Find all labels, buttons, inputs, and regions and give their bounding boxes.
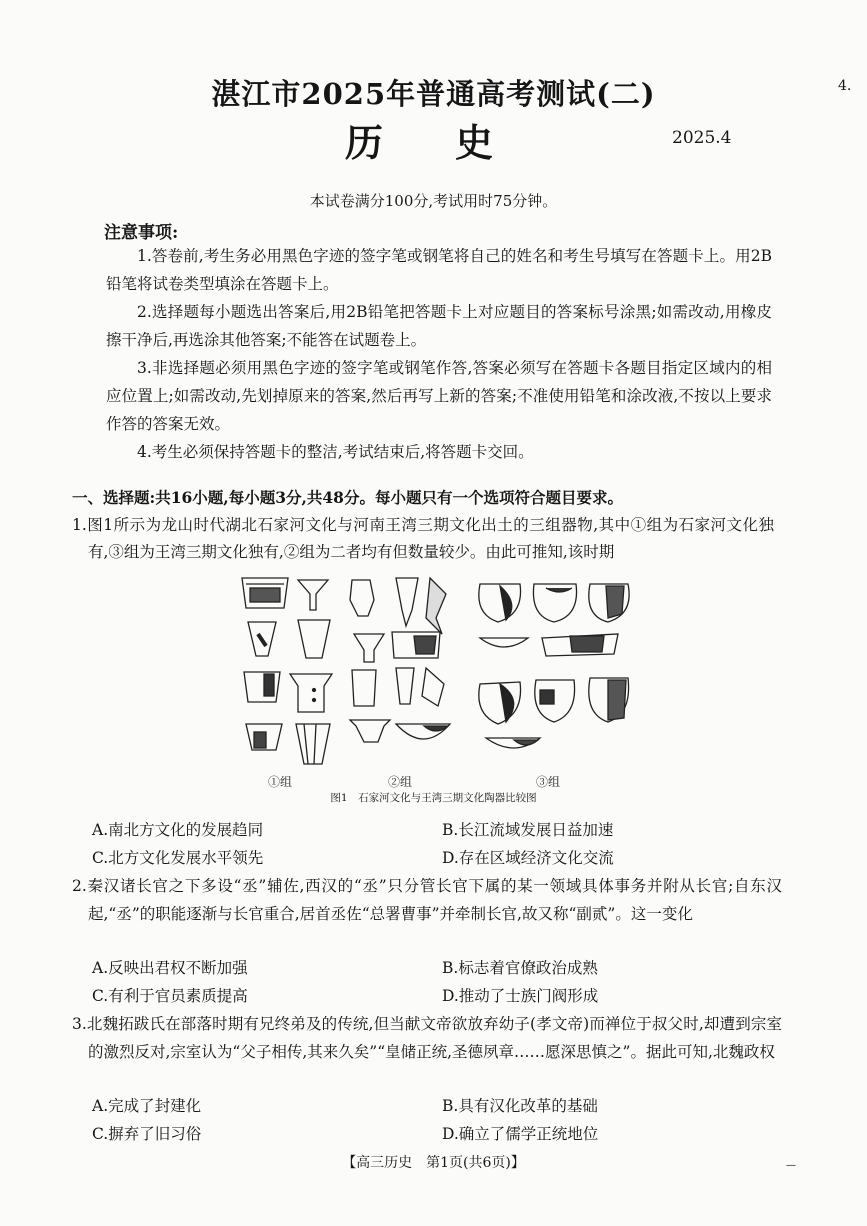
group-3-vessels — [479, 584, 629, 748]
question-3-options — [92, 1092, 792, 1148]
question-2-options — [92, 954, 792, 1010]
notice-item: 2.选择题每小题选出答案后,用2B铅笔把答题卡上对应题目的答案标号涂黑;如需改动,用橡皮擦干净后,再选涂其他答案;不能答在试题卷上。 — [106, 303, 772, 349]
notice-list — [106, 242, 772, 466]
question-stem: 2.秦汉诸长官之下多设“丞”辅佐,西汉的“丞”只分管长官下属的某一领域具体事务并附从长官;自东汉起,“丞”的职能逐渐与长官重合,居首丞佐“总署曹事”并牵制长官,故又称“副贰”。这一变化 — [72, 877, 782, 923]
question-stem: 1.图1所示为龙山时代湖北石家河文化与河南王湾三期文化出土的三组器物,其中①组为石家河文化独有,③组为王湾三期文化独有,②组为二者均有但数量较少。由此可推知,该时期 — [72, 516, 774, 561]
question-1 — [72, 512, 774, 566]
option-b[interactable]: B.具有汉化改革的基础 — [442, 1097, 598, 1115]
group-1-vessels — [242, 578, 332, 764]
option-a[interactable]: A.南北方文化的发展趋同 — [92, 821, 264, 839]
notice-item: 3.非选择题必须用黑色字迹的签字笔或钢笔作答,答案必须写在答题卡各题目指定区域内的相应位置上;如需改动,先划掉原来的答案,然后再写上新的答案;不准使用铅笔和涂改液,不按以上要求作答的答案无效。 — [106, 359, 772, 433]
option-a[interactable]: A.完成了封建化 — [92, 1097, 202, 1115]
page-footer: 【高三历史 第1页(共6页)】 — [342, 1155, 525, 1171]
notice-item: 4.考生必须保持答题卡的整洁,考试结束后,将答题卡交回。 — [137, 443, 534, 461]
figure-group-labels — [268, 775, 560, 789]
question-stem: 3.北魏拓跋氏在部落时期有兄终弟及的传统,但当献文帝欲放弃幼子(孝文帝)而禅位于叔父时,却遭到宗室的激烈反对,宗室认为“父子相传,其来久矣”“皇储正统,圣德夙章……愿深思慎之”。据此可知,北魏政权 — [72, 1015, 782, 1061]
option-d[interactable]: D.确立了儒学正统地位 — [442, 1125, 599, 1143]
question-3 — [72, 1010, 782, 1066]
footer-mark: — — [786, 1160, 796, 1171]
group-2-vessels — [350, 578, 450, 742]
option-c[interactable]: C.有利于官员素质提高 — [92, 987, 248, 1005]
option-c[interactable]: C.摒弃了旧习俗 — [92, 1125, 202, 1143]
exam-title: 湛江市2025年普通高考测试(二) — [211, 77, 656, 111]
notice-title: 注意事项: — [104, 223, 179, 243]
exam-date: 2025.4 — [672, 128, 732, 148]
question-1-options — [92, 816, 792, 872]
corner-mark: 4. — [838, 78, 852, 94]
group-label: ①组 — [268, 775, 293, 789]
option-d[interactable]: D.推动了士族门阀形成 — [442, 987, 599, 1005]
option-b[interactable]: B.标志着官僚政治成熟 — [442, 959, 598, 977]
section-title: 一、选择题:共16小题,每小题3分,共48分。每小题只有一个选项符合题目要求。 — [72, 488, 623, 507]
option-a[interactable]: A.反映出君权不断加强 — [92, 959, 248, 977]
notice-item: 1.答卷前,考生务必用黑色字迹的签字笔或钢笔将自己的姓名和考生号填写在答题卡上。用2B铅笔将试卷类型填涂在答题卡上。 — [106, 247, 772, 293]
option-b[interactable]: B.长江流域发展日益加速 — [442, 821, 614, 839]
option-c[interactable]: C.北方文化发展水平领先 — [92, 849, 264, 867]
figure-caption: 图1 石家河文化与王湾三期文化陶器比较图 — [330, 792, 537, 804]
question-2 — [72, 872, 782, 928]
group-label: ②组 — [388, 775, 413, 789]
option-d[interactable]: D.存在区域经济文化交流 — [442, 849, 614, 867]
exam-intro: 本试卷满分100分,考试用时75分钟。 — [309, 192, 558, 210]
group-label: ③组 — [536, 775, 561, 789]
subject-title: 历史 — [345, 120, 566, 165]
pottery-figure — [224, 574, 644, 806]
